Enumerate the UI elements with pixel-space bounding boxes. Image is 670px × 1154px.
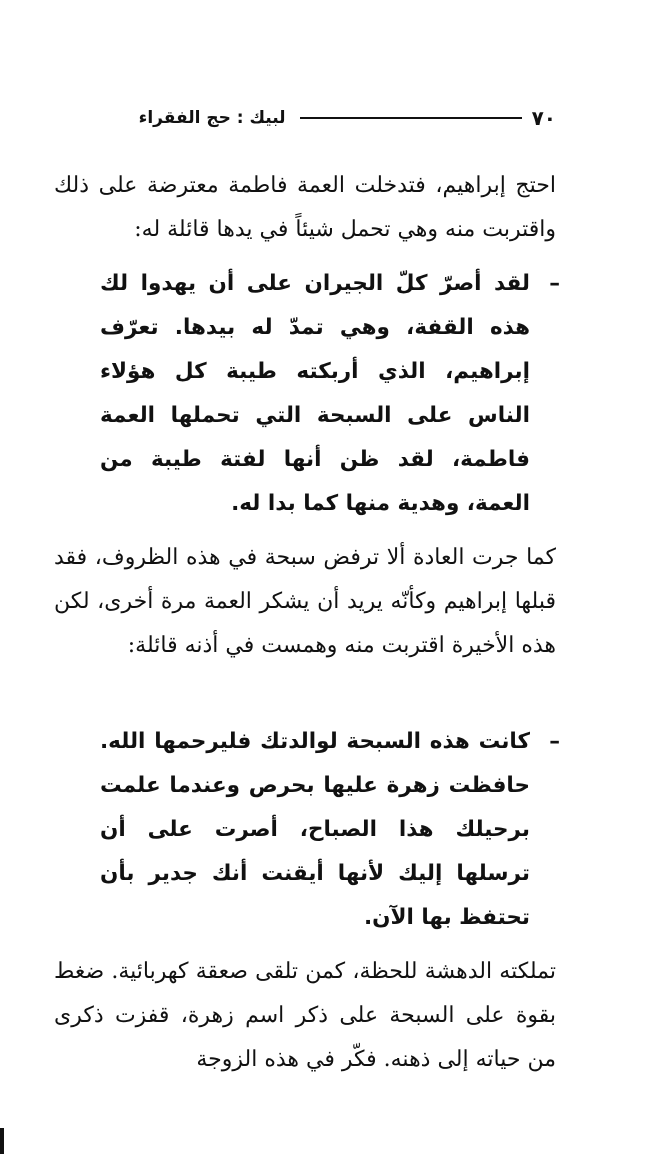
page-edge-mark bbox=[0, 1128, 4, 1154]
quote-1 bbox=[100, 262, 560, 526]
page-number: ٧٠ bbox=[531, 106, 556, 130]
quote-2-dash: – bbox=[549, 729, 560, 754]
quote-2 bbox=[100, 720, 560, 940]
paragraph-2: كما جرت العادة ألا ترفض سبحة في هذه الظروف، فقد قبلها إبراهيم وكأنّه يريد أن يشكر العمة مرة أخرى، لكن هذه الأخيرة اقتربت منه وهمست في أذنه قائلة: bbox=[54, 545, 556, 658]
header-rule bbox=[300, 117, 522, 119]
running-title: لبيك : حج الفقراء bbox=[138, 108, 286, 128]
paragraph-3: تملكته الدهشة للحظة، كمن تلقى صعقة كهربائية. ضغط بقوة على السبحة على ذكر اسم زهرة، قفزت ذكرى من حياته إلى ذهنه. فكّر في هذه الزوجة bbox=[54, 959, 556, 1072]
quote-1-text: لقد أصرّ كلّ الجيران على أن يهدوا لك هذه القفة، وهي تمدّ له بيدها. تعرّف إبراهيم، الذي أربكته طيبة كل هؤلاء الناس على السبحة التي تحملها العمة فاطمة، لقد ظن أنها لفتة طيبة من العمة، وهدية منها كما بدا له. bbox=[100, 271, 530, 516]
running-header bbox=[28, 104, 556, 132]
quote-2-text: كانت هذه السبحة لوالدتك فليرحمها الله. حافظت زهرة عليها بحرص وعندما علمت برحيلك هذا الصباح، أصرت على أن ترسلها إليك لأنها أيقنت أنك جدير بأن تحتفظ بها الآن. bbox=[100, 729, 530, 930]
paragraph-1: احتج إبراهيم، فتدخلت العمة فاطمة معترضة على ذلك واقتربت منه وهي تحمل شيئاً في يدها قائلة له: bbox=[54, 173, 556, 242]
quote-1-dash: – bbox=[549, 271, 560, 296]
